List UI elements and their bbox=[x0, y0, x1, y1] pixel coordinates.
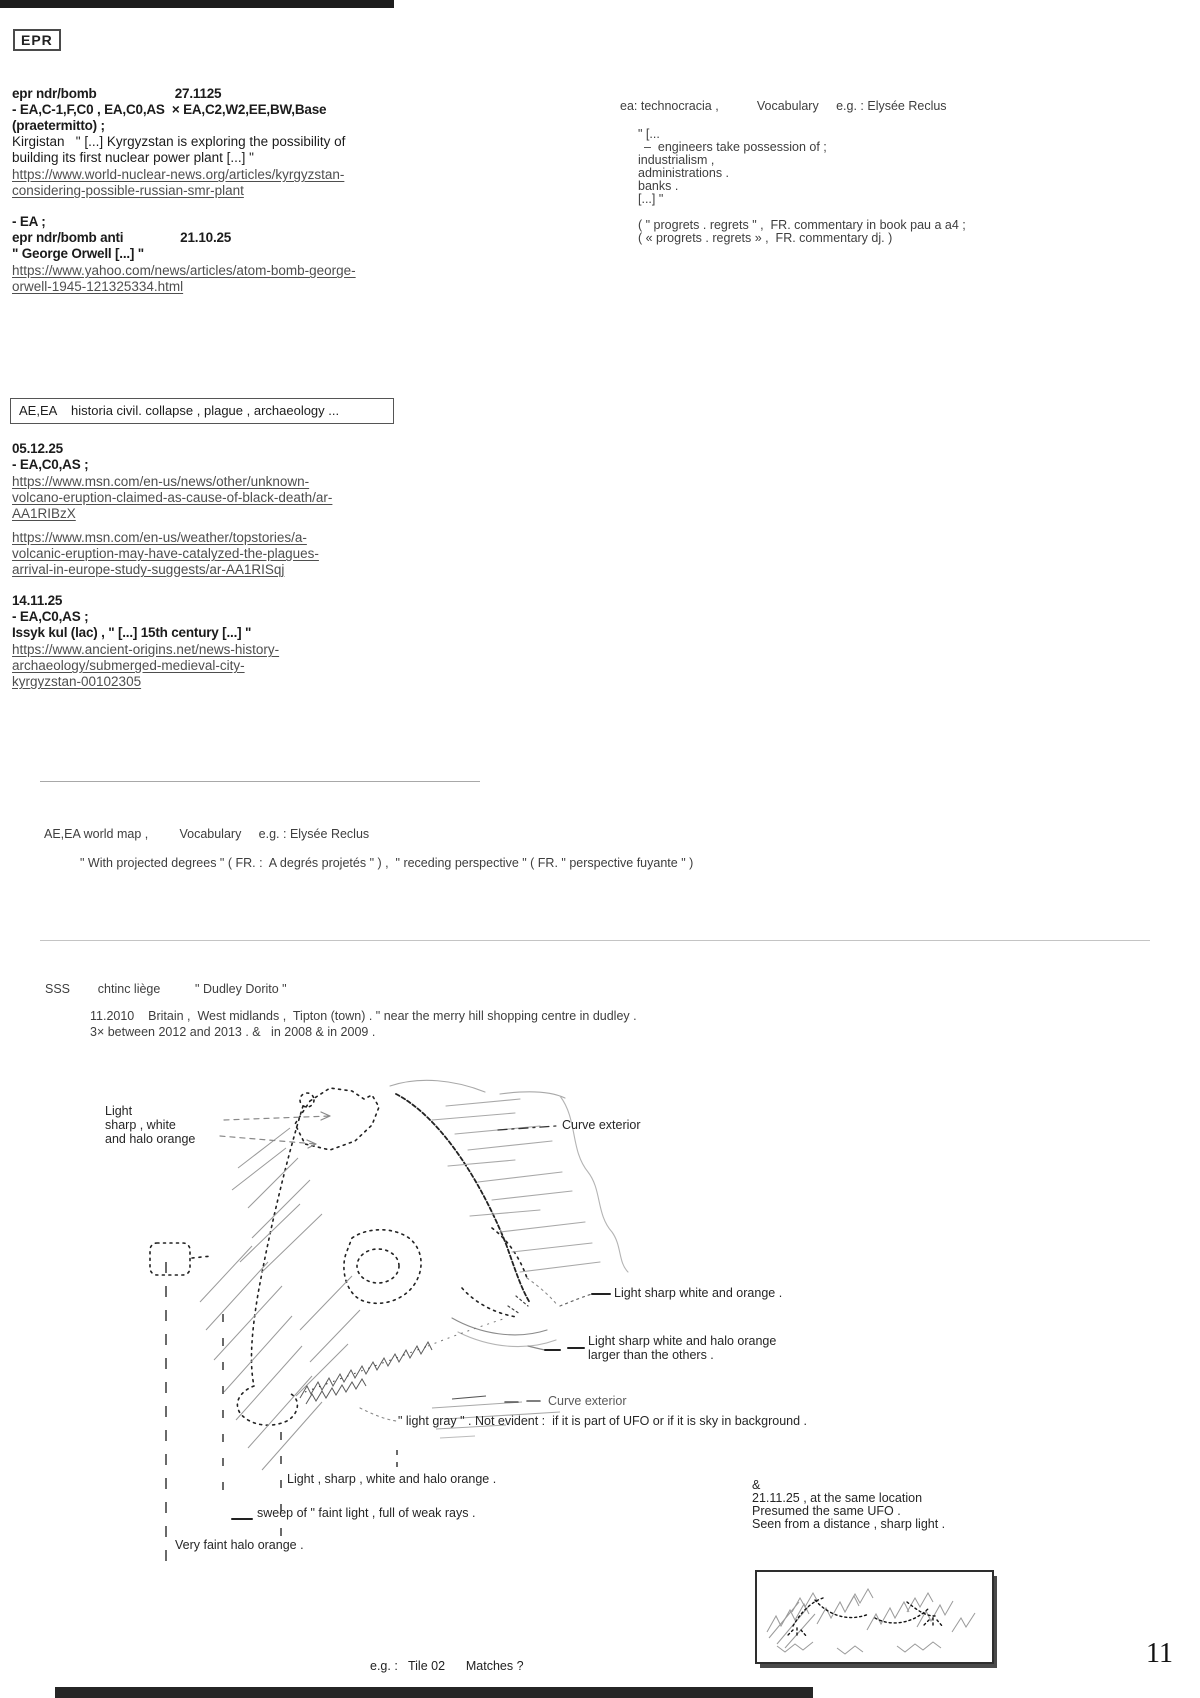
label-halo-larger-1: Light sharp white and halo orange bbox=[588, 1334, 777, 1348]
link-ancient-origins-1[interactable]: https://www.ancient-origins.net/news-history- bbox=[12, 642, 280, 657]
label-light-top-3: and halo orange bbox=[105, 1132, 196, 1146]
historia-code-2: - EA,C0,AS ; bbox=[12, 609, 89, 624]
technocracia-note-2: ( « progrets . regrets » , FR. commentary dj. ) bbox=[638, 231, 893, 245]
label-curve-exterior-2: Curve exterior bbox=[548, 1394, 627, 1408]
epr-tag: EPR bbox=[13, 29, 61, 51]
divider-long bbox=[40, 940, 1150, 941]
footer-caption: e.g. : Tile 02 Matches ? bbox=[370, 1659, 524, 1673]
historia-issyk-line: Issyk kul (lac) , " [...] 15th century [...] " bbox=[12, 625, 252, 640]
technocracia-note-1: ( " progrets . regrets " , FR. commentary in book pau a a4 ; bbox=[638, 218, 966, 232]
historia-date-1: 05.12.25 bbox=[12, 441, 63, 456]
link-msn-plague-1[interactable]: https://www.msn.com/en-us/weather/topstories/a- bbox=[12, 530, 307, 545]
technocracia-quote-open: " [... bbox=[638, 127, 660, 141]
epr-anti-heading: epr ndr/bomb anti 21.10.25 bbox=[12, 230, 232, 245]
label-halo-larger-2: larger than the others . bbox=[588, 1348, 714, 1362]
label-light-top-2: sharp , white bbox=[105, 1118, 176, 1132]
link-yahoo-orwell-2[interactable]: orwell-1945-121325334.html bbox=[12, 279, 184, 294]
note-ampersand: & bbox=[752, 1478, 761, 1492]
epr-ea-line: - EA ; bbox=[12, 214, 46, 229]
epr-body-line2: building its first nuclear power plant [...] " bbox=[12, 150, 254, 165]
technocracia-quote-close: [...] " bbox=[638, 192, 664, 206]
sss-line-2: 3× between 2012 and 2013 . & in 2008 & in 2009 . bbox=[90, 1025, 376, 1039]
epr-codes-line1: - EA,C-1,F,C0 , EA,C0,AS × EA,C2,W2,EE,BW,Base bbox=[12, 102, 327, 117]
sss-line-1: 11.2010 Britain , West midlands , Tipton (town) . " near the merry hill shopping centre in dudley . bbox=[90, 1009, 637, 1023]
label-light-bottom: Light , sharp , white and halo orange . bbox=[287, 1472, 497, 1486]
historia-code-1: - EA,C0,AS ; bbox=[12, 457, 89, 472]
ufo-outline bbox=[150, 1088, 527, 1425]
link-ancient-origins-3[interactable]: kyrgyzstan-00102305 bbox=[12, 674, 142, 689]
note-presumed-ufo: Presumed the same UFO . bbox=[752, 1504, 901, 1518]
link-ancient-origins-2[interactable]: archaeology/submerged-medieval-city- bbox=[12, 658, 245, 673]
technocracia-item-engineers: – engineers take possession of ; bbox=[644, 140, 827, 154]
distant-ufo-sketch bbox=[757, 1572, 988, 1658]
link-msn-volcano-1[interactable]: https://www.msn.com/en-us/news/other/unknown- bbox=[12, 474, 310, 489]
technocracia-item-industrialism: industrialism , bbox=[638, 153, 715, 167]
link-yahoo-orwell-1[interactable]: https://www.yahoo.com/news/articles/atom-bomb-george- bbox=[12, 263, 356, 278]
page-number: 11 bbox=[1146, 1638, 1173, 1669]
epr-heading: epr ndr/bomb 27.1125 bbox=[12, 86, 222, 101]
historia-date-2: 14.11.25 bbox=[12, 593, 63, 608]
label-sweep: sweep of " faint light , full of weak rays . bbox=[257, 1506, 476, 1520]
epr-codes-line2: (praetermitto) ; bbox=[12, 118, 105, 133]
technocracia-heading: ea: technocracia , Vocabulary e.g. : Elysée Reclus bbox=[620, 99, 947, 113]
link-world-nuclear-news-2[interactable]: considering-possible-russian-smr-plant bbox=[12, 183, 244, 198]
note-same-location: 21.11.25 , at the same location bbox=[752, 1491, 923, 1505]
historia-topic-box: AE,EA historia civil. collapse , plague , archaeology ... bbox=[10, 398, 394, 424]
worldmap-heading: AE,EA world map , Vocabulary e.g. : Elysée Reclus bbox=[44, 827, 370, 841]
label-light-top-1: Light bbox=[105, 1104, 133, 1118]
technocracia-item-administrations: administrations . bbox=[638, 166, 730, 180]
link-msn-volcano-2[interactable]: volcano-eruption-claimed-as-cause-of-black-death/ar- bbox=[12, 490, 333, 505]
label-light-mid: Light sharp white and orange . bbox=[614, 1286, 783, 1300]
sss-heading: SSS chtinc liège " Dudley Dorito " bbox=[45, 982, 287, 996]
label-very-faint: Very faint halo orange . bbox=[175, 1538, 304, 1552]
left-hatching bbox=[200, 1128, 360, 1470]
scan-top-bar bbox=[0, 0, 394, 8]
distant-ufo-frame bbox=[755, 1570, 994, 1664]
label-light-gray-note: " light gray " . Not evident : if it is part of UFO or if it is sky in background . bbox=[398, 1414, 808, 1428]
technocracia-item-banks: banks . bbox=[638, 179, 679, 193]
link-msn-plague-3[interactable]: arrival-in-europe-study-suggests/ar-AA1RISqj bbox=[12, 562, 285, 577]
link-msn-volcano-3[interactable]: AA1RIBzX bbox=[12, 506, 76, 521]
label-curve-exterior-1: Curve exterior bbox=[562, 1118, 641, 1132]
epr-orwell-line: " George Orwell [...] " bbox=[12, 246, 144, 261]
divider-short bbox=[40, 781, 480, 782]
link-msn-plague-2[interactable]: volcanic-eruption-may-have-catalyzed-the-plagues- bbox=[12, 546, 319, 561]
beam-dashed-lines bbox=[166, 1262, 397, 1566]
epr-body-line1: Kirgistan " [...] Kyrgyzstan is exploring the possibility of bbox=[12, 134, 346, 149]
scan-bottom-bar bbox=[55, 1687, 813, 1698]
link-world-nuclear-news-1[interactable]: https://www.world-nuclear-news.org/articles/kyrgyzstan- bbox=[12, 167, 345, 182]
note-seen-distance: Seen from a distance , sharp light . bbox=[752, 1517, 946, 1531]
worldmap-line: " With projected degrees " ( FR. : A degrés projetés " ) , " receding perspective " ( FR. " perspective fuyante " ) bbox=[80, 856, 694, 870]
